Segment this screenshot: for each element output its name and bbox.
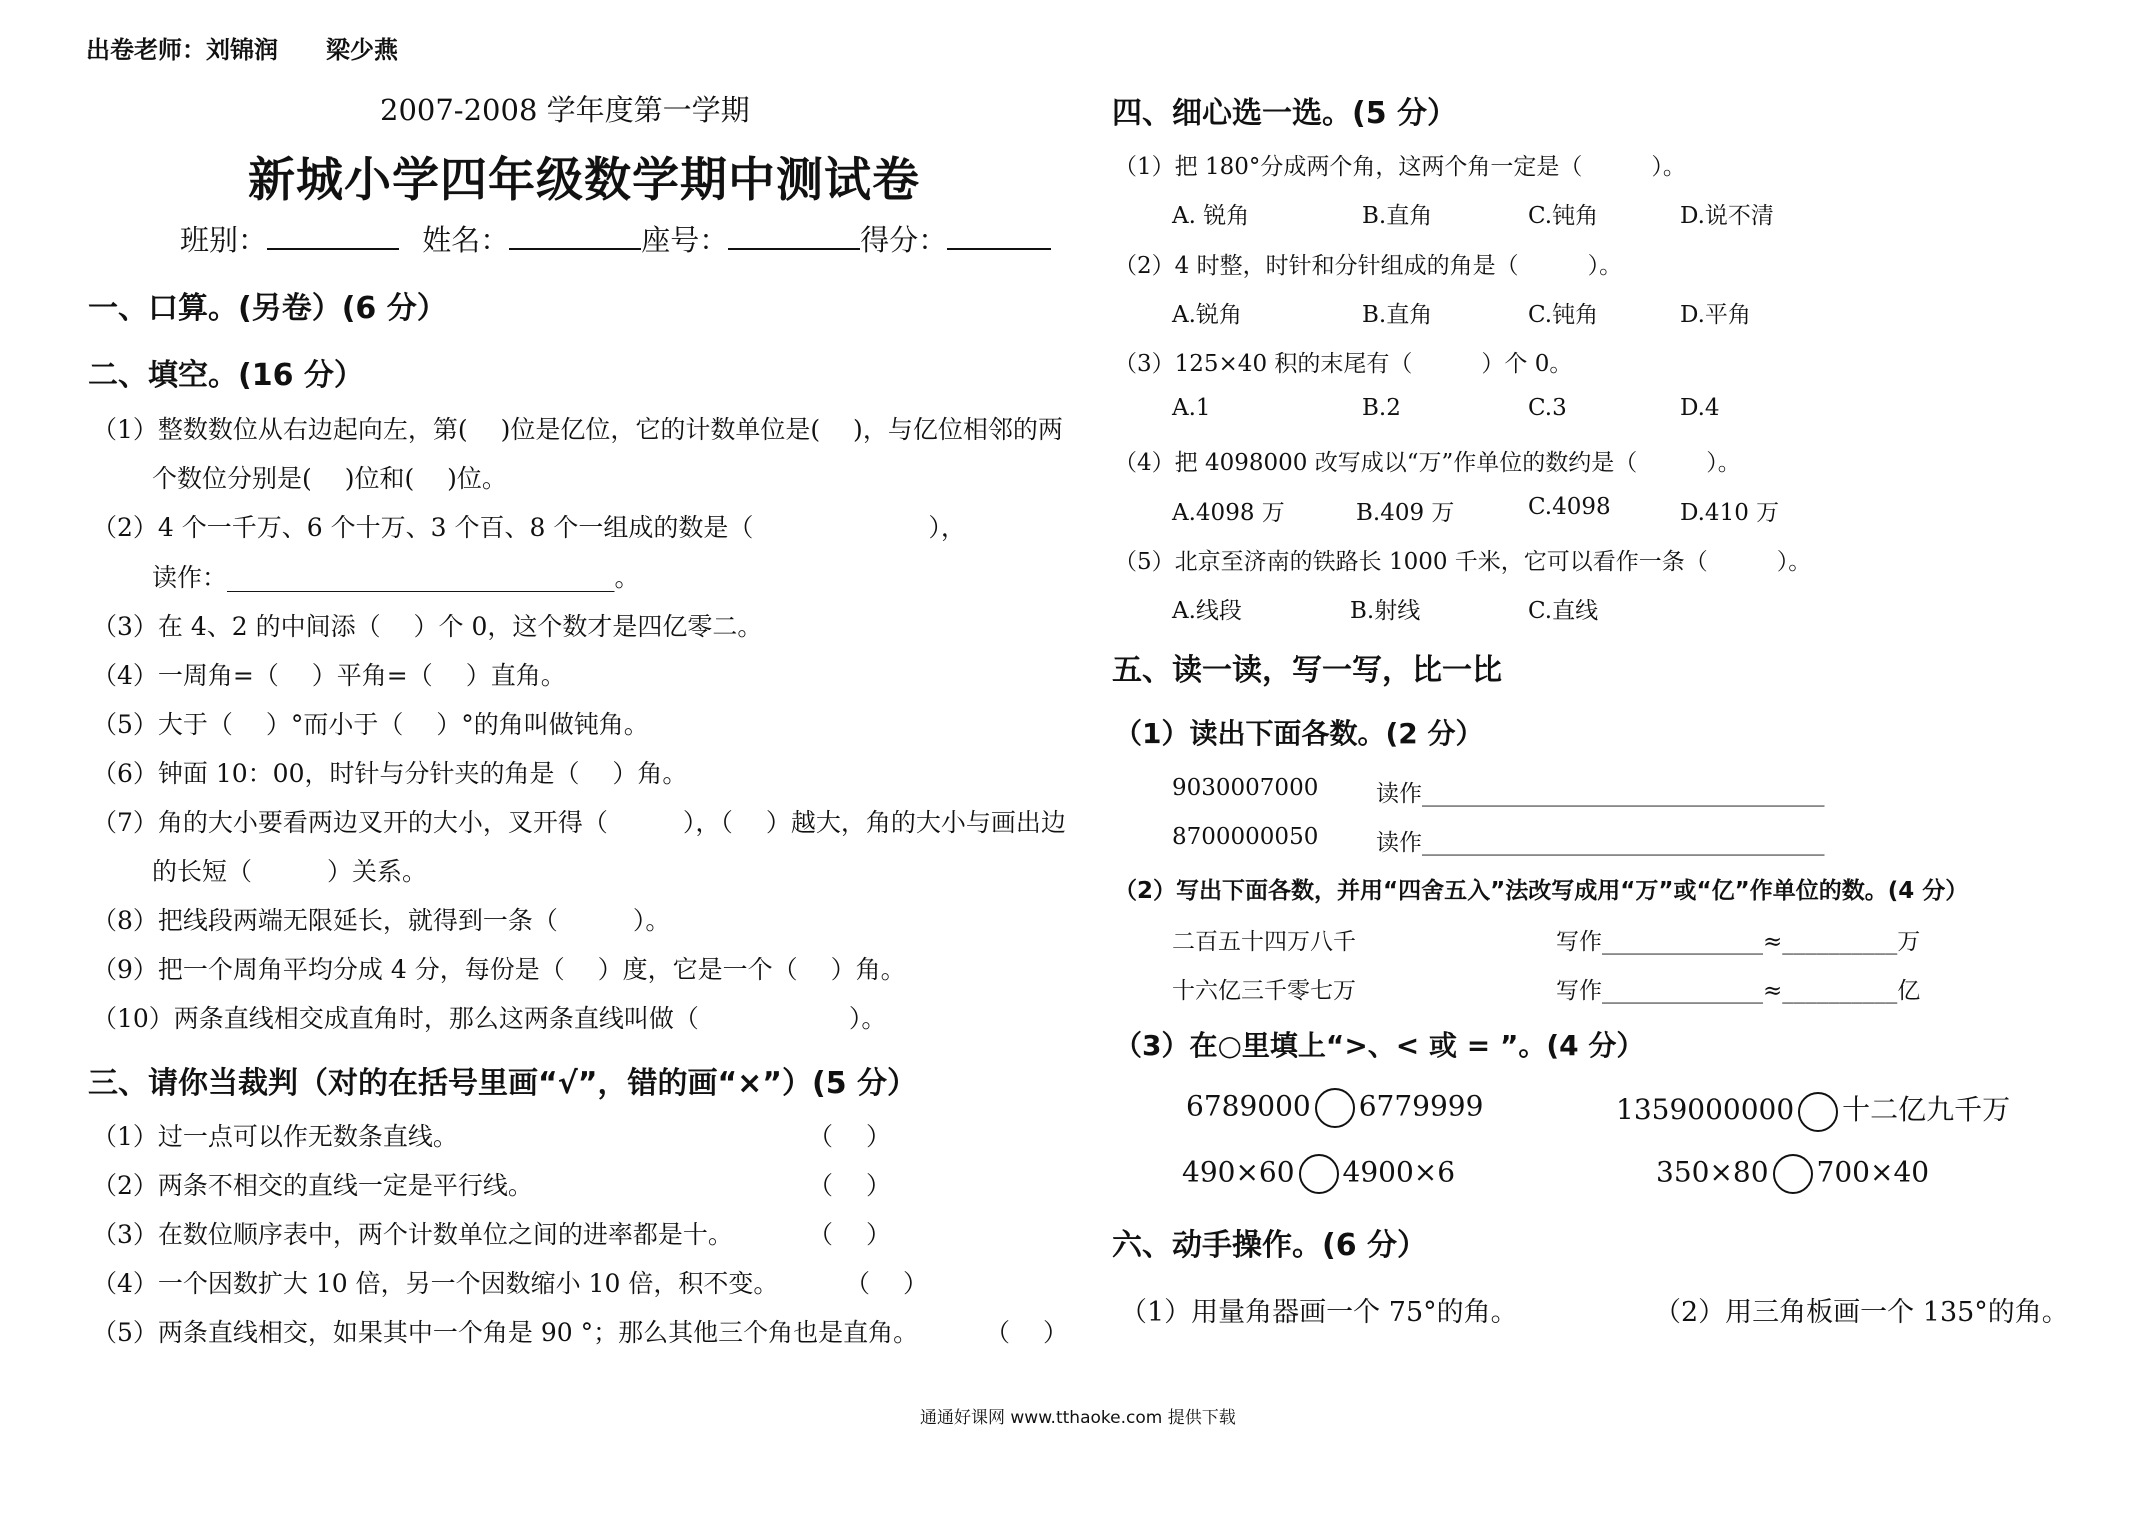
choice-option[interactable]: C.直线 — [1528, 598, 1599, 624]
choice-option[interactable]: B.直角 — [1362, 302, 1433, 328]
fill-line: （4）一周角=（ ）平角=（ ）直角。 — [92, 661, 566, 690]
compare-right: 4900×6 — [1342, 1155, 1456, 1189]
fill-line: （9）把一个周角平均分成 4 分，每份是（ ）度，它是一个（ ）角。 — [92, 955, 906, 984]
section-5-heading: 五、读一读，写一写，比一比 — [1112, 653, 1502, 688]
compare-left: 1359000000 — [1616, 1093, 1795, 1126]
judge-item: （5）两条直线相交，如果其中一个角是 90 °；那么其他三个角也是直角。 — [92, 1318, 919, 1347]
choice-option[interactable]: B.409 万 — [1356, 500, 1455, 526]
term-line: 2007-2008 学年度第一学期 — [380, 93, 750, 127]
compare-circle[interactable] — [1299, 1154, 1339, 1194]
judge-item: （1）过一点可以作无数条直线。 — [92, 1122, 458, 1151]
choice-option[interactable]: A.线段 — [1172, 598, 1242, 624]
number-to-read: 8700000050 — [1172, 824, 1319, 850]
section-3-heading: 三、请你当裁判（对的在括号里画“√”，错的画“×”）(5 分） — [88, 1066, 918, 1101]
drawing-task: （2）用三角板画一个 135°的角。 — [1654, 1297, 2069, 1328]
section-4-heading: 四、细心选一选。(5 分） — [1112, 96, 1458, 131]
seat-blank[interactable] — [728, 222, 860, 250]
read-answer-line[interactable]: 读作___________________________________ — [1376, 830, 1825, 856]
section-6-heading: 六、动手操作。(6 分） — [1112, 1228, 1428, 1263]
fill-line: （7）角的大小要看两边叉开的大小，叉开得（ ），（ ）越大，角的大小与画出边 — [92, 808, 1066, 837]
compare-left: 490×60 — [1182, 1155, 1295, 1189]
judge-paren[interactable]: （ ） — [808, 1171, 891, 1200]
subsection-2-heading: （2）写出下面各数，并用“四舍五入”法改写成用“万”或“亿”作单位的数。(4 分） — [1114, 878, 1969, 904]
judge-item: （2）两条不相交的直线一定是平行线。 — [92, 1171, 533, 1200]
write-answer-line[interactable]: 写作______________≈__________亿 — [1556, 978, 1921, 1004]
footer-credit: 通通好课网 www.tthaoke.com 提供下载 — [920, 1408, 1236, 1428]
compare-right: 十二亿九千万 — [1842, 1093, 2011, 1126]
compare-pair — [1182, 1154, 1455, 1194]
choice-option[interactable]: A.锐角 — [1172, 302, 1242, 328]
fill-line: （1）整数数位从右边起向左，第( )位是亿位，它的计数单位是( )，与亿位相邻的两 — [92, 415, 1063, 444]
name-label: 姓名： — [422, 223, 510, 257]
subsection-3-heading: （3）在○里填上“>、< 或 = ”。(4 分） — [1114, 1029, 1645, 1062]
fill-line: （5）大于（ ）°而小于（ ）°的角叫做钝角。 — [92, 710, 649, 739]
judge-item: （3）在数位顺序表中，两个计数单位之间的进率都是十。 — [92, 1220, 733, 1249]
choice-option[interactable]: D.说不清 — [1680, 203, 1774, 229]
judge-paren[interactable]: （ ） — [985, 1318, 1068, 1347]
choice-option[interactable]: B.射线 — [1350, 598, 1421, 624]
score-label: 得分： — [860, 223, 948, 257]
judge-paren[interactable]: （ ） — [808, 1122, 891, 1151]
drawing-task: （1）用量角器画一个 75°的角。 — [1120, 1297, 1518, 1328]
section-2-heading: 二、填空。(16 分） — [88, 358, 364, 393]
fill-line: （6）钟面 10：00，时针与分针夹的角是（ ）角。 — [92, 759, 688, 788]
class-label: 班别： — [180, 223, 268, 257]
choice-question: （1）把 180°分成两个角，这两个角一定是（ ）。 — [1114, 154, 1686, 180]
judge-paren[interactable]: （ ） — [845, 1269, 928, 1298]
compare-pair — [1656, 1154, 1929, 1194]
fill-line: 的长短（ ）关系。 — [152, 857, 428, 886]
judge-paren[interactable]: （ ） — [808, 1220, 891, 1249]
choice-option[interactable]: A. 锐角 — [1172, 203, 1250, 229]
student-info-row — [180, 218, 1051, 259]
section-1-heading: 一、口算。(另卷）(6 分） — [88, 291, 447, 326]
choice-option[interactable]: D.410 万 — [1680, 500, 1780, 526]
choice-question: （2）4 时整，时针和分针组成的角是（ ）。 — [1114, 253, 1623, 279]
choice-option[interactable]: C.钝角 — [1528, 203, 1599, 229]
number-to-read: 9030007000 — [1172, 775, 1319, 801]
choice-option[interactable]: C.4098 — [1528, 494, 1611, 520]
fill-line: 个数位分别是( )位和( )位。 — [152, 464, 507, 493]
read-answer-line[interactable]: 读作___________________________________ — [1376, 781, 1825, 807]
choice-option[interactable]: B.2 — [1362, 395, 1401, 421]
write-answer-line[interactable]: 写作______________≈__________万 — [1556, 929, 1921, 955]
compare-circle[interactable] — [1315, 1088, 1355, 1128]
judge-item: （4）一个因数扩大 10 倍，另一个因数缩小 10 倍，积不变。 — [92, 1269, 779, 1298]
compare-circle[interactable] — [1798, 1092, 1838, 1132]
fill-line: （2）4 个一千万、6 个十万、3 个百、8 个一组成的数是（ ）， — [92, 513, 966, 542]
compare-left: 6789000 — [1186, 1089, 1311, 1123]
compare-left: 350×80 — [1656, 1155, 1769, 1189]
compare-circle[interactable] — [1773, 1154, 1813, 1194]
choice-option[interactable]: C.钝角 — [1528, 302, 1599, 328]
compare-pair — [1186, 1088, 1483, 1128]
compare-pair — [1616, 1088, 2010, 1132]
fill-line: （3）在 4、2 的中间添（ ）个 0，这个数才是四亿零二。 — [92, 612, 763, 641]
page-title: 新城小学四年级数学期中测试卷 — [248, 153, 920, 208]
number-words: 十六亿三千零七万 — [1172, 978, 1356, 1004]
fill-line: （10）两条直线相交成直角时，那么这两条直线叫做（ ）。 — [92, 1004, 887, 1033]
choice-option[interactable]: A.4098 万 — [1172, 500, 1285, 526]
score-blank[interactable] — [947, 222, 1051, 250]
fill-line: 读作：_______________________________。 — [152, 563, 640, 592]
choice-question: （5）北京至济南的铁路长 1000 千米，它可以看作一条（ ）。 — [1114, 549, 1812, 575]
choice-option[interactable]: D.4 — [1680, 395, 1720, 421]
choice-option[interactable]: B.直角 — [1362, 203, 1433, 229]
choice-option[interactable]: A.1 — [1172, 395, 1211, 421]
number-words: 二百五十四万八千 — [1172, 929, 1356, 955]
class-blank[interactable] — [267, 222, 399, 250]
seat-label: 座号： — [641, 223, 729, 257]
subsection-1-heading: （1）读出下面各数。(2 分） — [1114, 717, 1484, 750]
compare-right: 6779999 — [1358, 1089, 1484, 1123]
name-blank[interactable] — [509, 222, 641, 250]
choice-question: （3）125×40 积的末尾有（ ）个 0。 — [1114, 351, 1573, 377]
choice-option[interactable]: C.3 — [1528, 395, 1567, 421]
choice-question: （4）把 4098000 改写成以“万”作单位的数约是（ ）。 — [1114, 450, 1741, 476]
compare-right: 700×40 — [1816, 1155, 1930, 1189]
choice-option[interactable]: D.平角 — [1680, 302, 1751, 328]
teacher-line: 出卷老师：刘锦润 梁少燕 — [86, 36, 398, 64]
fill-line: （8）把线段两端无限延长，就得到一条（ ）。 — [92, 906, 671, 935]
